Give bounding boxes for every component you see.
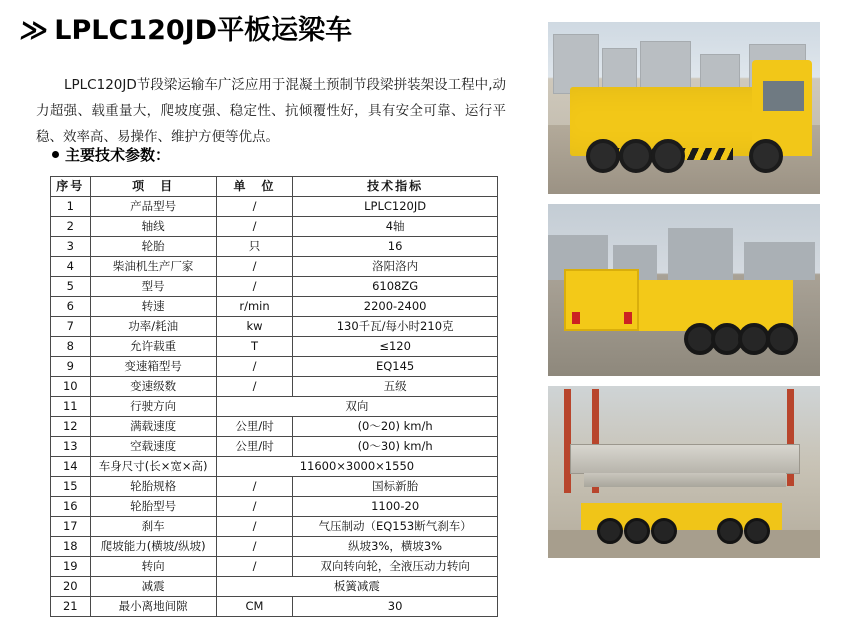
table-row bbox=[51, 437, 498, 457]
cell-no: 5 bbox=[51, 277, 91, 297]
cell-unit: / bbox=[216, 377, 292, 397]
cell-unit: / bbox=[216, 477, 292, 497]
photo-transporter-with-girder bbox=[548, 386, 820, 558]
table-row bbox=[51, 517, 498, 537]
cell-item: 变速箱型号 bbox=[90, 357, 216, 377]
cell-item: 最小离地间隙 bbox=[90, 597, 216, 617]
cell-unit: 公里/时 bbox=[216, 417, 292, 437]
cell-item: 车身尺寸(长×宽×高) bbox=[90, 457, 216, 477]
cell-value: 130千瓦/每小时210克 bbox=[293, 317, 498, 337]
cell-unit: / bbox=[216, 497, 292, 517]
cell-unit: 只 bbox=[216, 237, 292, 257]
cell-value: 6108ZG bbox=[293, 277, 498, 297]
table-row bbox=[51, 417, 498, 437]
cell-item: 刹车 bbox=[90, 517, 216, 537]
cell-value: 纵坡3%，横坡3% bbox=[293, 537, 498, 557]
table-row bbox=[51, 477, 498, 497]
cell-item: 爬坡能力(横坡/纵坡) bbox=[90, 537, 216, 557]
table-row bbox=[51, 197, 498, 217]
cell-value: 16 bbox=[293, 237, 498, 257]
double-chevron-icon: ≫ bbox=[17, 14, 47, 46]
cell-unit: r/min bbox=[216, 297, 292, 317]
cell-unit: 公里/时 bbox=[216, 437, 292, 457]
cell-no: 14 bbox=[51, 457, 91, 477]
cell-no: 9 bbox=[51, 357, 91, 377]
cell-item: 允许载重 bbox=[90, 337, 216, 357]
column-header-unit: 单 位 bbox=[216, 177, 292, 197]
section-heading-label: 主要技术参数： bbox=[65, 146, 171, 164]
cell-no: 10 bbox=[51, 377, 91, 397]
photo-transporter-front bbox=[548, 22, 820, 194]
cell-unit: T bbox=[216, 337, 292, 357]
cell-value: ≤120 bbox=[293, 337, 498, 357]
table-row bbox=[51, 597, 498, 617]
cell-no: 21 bbox=[51, 597, 91, 617]
table-row bbox=[51, 457, 498, 477]
cell-item: 变速级数 bbox=[90, 377, 216, 397]
table-row bbox=[51, 337, 498, 357]
cell-item: 功率/耗油 bbox=[90, 317, 216, 337]
cell-no: 15 bbox=[51, 477, 91, 497]
cell-unit: / bbox=[216, 557, 292, 577]
cell-item: 柴油机生产厂家 bbox=[90, 257, 216, 277]
page-title: LPLC120JD平板运梁车 bbox=[54, 14, 353, 46]
cell-value: 4轴 bbox=[293, 217, 498, 237]
spec-table bbox=[50, 176, 498, 617]
cell-no: 11 bbox=[51, 397, 91, 417]
cell-no: 12 bbox=[51, 417, 91, 437]
cell-unit: / bbox=[216, 217, 292, 237]
table-row bbox=[51, 497, 498, 517]
title-row bbox=[17, 10, 353, 50]
table-row bbox=[51, 557, 498, 577]
cell-no: 1 bbox=[51, 197, 91, 217]
cell-no: 3 bbox=[51, 237, 91, 257]
cell-item: 行驶方向 bbox=[90, 397, 216, 417]
cell-no: 13 bbox=[51, 437, 91, 457]
cell-unit: / bbox=[216, 277, 292, 297]
cell-item: 轴线 bbox=[90, 217, 216, 237]
cell-unit: CM bbox=[216, 597, 292, 617]
section-heading bbox=[52, 144, 170, 165]
cell-value: LPLC120JD bbox=[293, 197, 498, 217]
cell-value: 气压制动（EQ153断气刹车） bbox=[293, 517, 498, 537]
cell-value: EQ145 bbox=[293, 357, 498, 377]
cell-value: 板簧减震 bbox=[216, 577, 497, 597]
column-header-value: 技术指标 bbox=[293, 177, 498, 197]
cell-unit: / bbox=[216, 537, 292, 557]
table-row bbox=[51, 317, 498, 337]
table-row bbox=[51, 377, 498, 397]
cell-item: 轮胎型号 bbox=[90, 497, 216, 517]
cell-item: 轮胎规格 bbox=[90, 477, 216, 497]
bullet-icon bbox=[52, 151, 59, 158]
table-row bbox=[51, 297, 498, 317]
table-header-row bbox=[51, 177, 498, 197]
cell-item: 转速 bbox=[90, 297, 216, 317]
cell-value: 11600×3000×1550 bbox=[216, 457, 497, 477]
cell-unit: / bbox=[216, 197, 292, 217]
column-header-item: 项 目 bbox=[90, 177, 216, 197]
cell-value: (0～20) km/h bbox=[293, 417, 498, 437]
cell-unit: / bbox=[216, 257, 292, 277]
intro-paragraph: LPLC120JD节段梁运输车广泛应用于混凝土预制节段梁拼装架设工程中,动力超强、载重量大，爬坡度强、稳定性、抗倾覆性好，具有安全可靠、运行平稳、效率高、易操作、维护方便等优点。 bbox=[36, 76, 506, 145]
table-row bbox=[51, 537, 498, 557]
cell-no: 4 bbox=[51, 257, 91, 277]
cell-no: 20 bbox=[51, 577, 91, 597]
cell-item: 转向 bbox=[90, 557, 216, 577]
cell-item: 满载速度 bbox=[90, 417, 216, 437]
cell-item: 减震 bbox=[90, 577, 216, 597]
cell-value: 双向转向轮，全液压动力转向 bbox=[293, 557, 498, 577]
cell-no: 8 bbox=[51, 337, 91, 357]
cell-no: 19 bbox=[51, 557, 91, 577]
cell-item: 轮胎 bbox=[90, 237, 216, 257]
table-row bbox=[51, 577, 498, 597]
cell-unit: / bbox=[216, 357, 292, 377]
table-row bbox=[51, 217, 498, 237]
table-row bbox=[51, 397, 498, 417]
table-row bbox=[51, 257, 498, 277]
cell-unit: / bbox=[216, 517, 292, 537]
cell-item: 产品型号 bbox=[90, 197, 216, 217]
table-row bbox=[51, 277, 498, 297]
photo-column bbox=[548, 22, 828, 568]
cell-value: 2200-2400 bbox=[293, 297, 498, 317]
cell-unit: kw bbox=[216, 317, 292, 337]
cell-value: 双向 bbox=[216, 397, 497, 417]
cell-value: 国标新胎 bbox=[293, 477, 498, 497]
cell-value: 五级 bbox=[293, 377, 498, 397]
cell-no: 17 bbox=[51, 517, 91, 537]
cell-value: 30 bbox=[293, 597, 498, 617]
cell-value: 洛阳洛内 bbox=[293, 257, 498, 277]
cell-no: 18 bbox=[51, 537, 91, 557]
cell-item: 空载速度 bbox=[90, 437, 216, 457]
cell-no: 2 bbox=[51, 217, 91, 237]
cell-value: 1100-20 bbox=[293, 497, 498, 517]
table-row bbox=[51, 237, 498, 257]
cell-item: 型号 bbox=[90, 277, 216, 297]
cell-no: 6 bbox=[51, 297, 91, 317]
cell-no: 16 bbox=[51, 497, 91, 517]
table-row bbox=[51, 357, 498, 377]
cell-no: 7 bbox=[51, 317, 91, 337]
photo-transporter-rear bbox=[548, 204, 820, 376]
cell-value: (0～30) km/h bbox=[293, 437, 498, 457]
column-header-no: 序号 bbox=[51, 177, 91, 197]
